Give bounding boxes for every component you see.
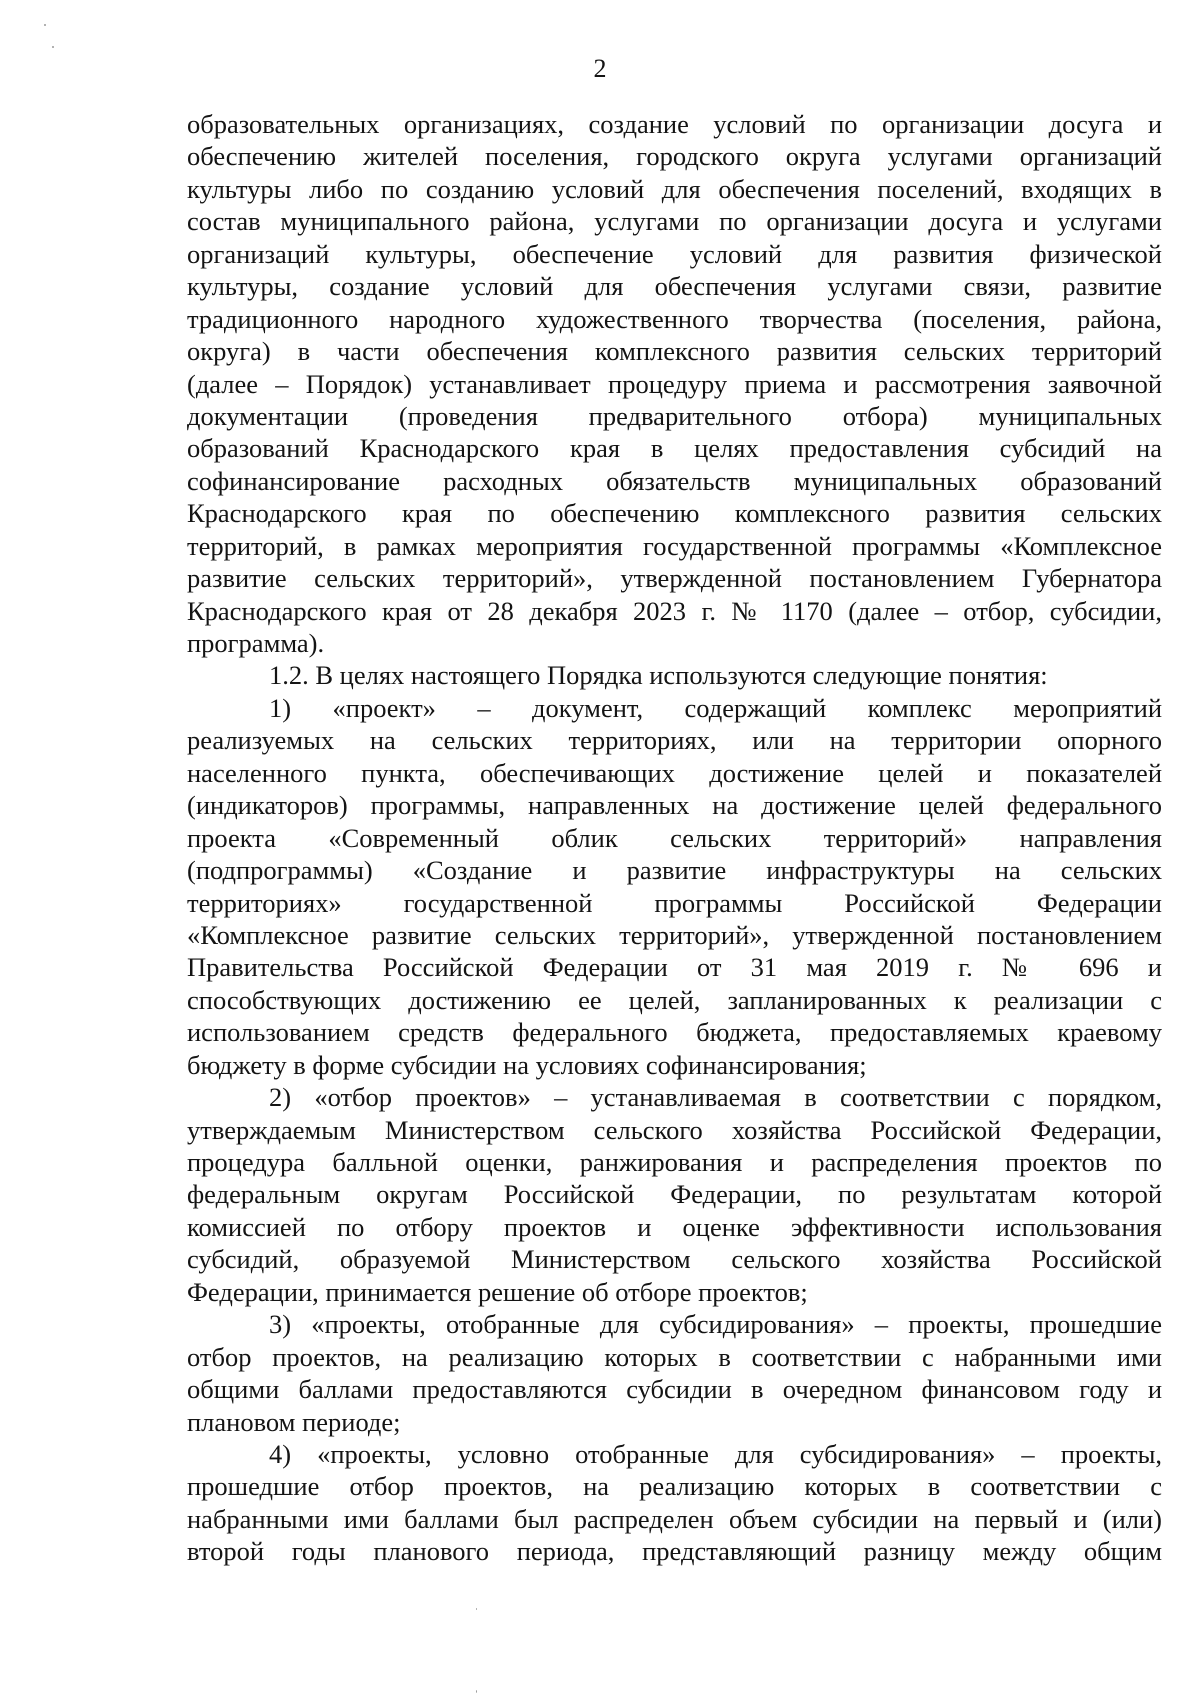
text-line: плановом периоде; bbox=[187, 1406, 401, 1437]
text-line: территорий, в рамках мероприятия государственной программы «Комплексное bbox=[187, 530, 1162, 561]
text-line: Правительства Российской Федерации от 31 мая 2019 г. № 696 и bbox=[187, 952, 1162, 983]
text-line: населенного пункта, обеспечивающих достижение целей и показателей bbox=[187, 757, 1162, 788]
text-line: способствующих достижению ее целей, запланированных к реализации с bbox=[187, 984, 1162, 1015]
scan-speck bbox=[476, 1608, 477, 1610]
page-number: 2 bbox=[593, 54, 607, 83]
text-line: 1) «проект» – документ, содержащий комплекс мероприятий bbox=[269, 692, 1162, 723]
text-line: Федерации, принимается решение об отборе проектов; bbox=[187, 1276, 808, 1307]
text-line: (далее – Порядок) устанавливает процедуру приема и рассмотрения заявочной bbox=[187, 368, 1162, 399]
text-line: общими баллами предоставляются субсидии в очередном финансовом году и bbox=[187, 1374, 1162, 1405]
text-line: культуры либо по созданию условий для обеспечения поселений, входящих в bbox=[187, 173, 1162, 204]
text-line: комиссией по отбору проектов и оценке эффективности использования bbox=[187, 1211, 1162, 1242]
document-body bbox=[187, 108, 1162, 1568]
text-line: софинансирование расходных обязательств муниципальных образований bbox=[187, 465, 1162, 496]
text-line: федеральным округам Российской Федерации, по результатам которой bbox=[187, 1179, 1162, 1210]
text-line: процедура балльной оценки, ранжирования и распределения проектов по bbox=[187, 1147, 1162, 1177]
text-line: 2) «отбор проектов» – устанавливаемая в соответствии с порядком, bbox=[269, 1082, 1162, 1113]
text-line: реализуемых на сельских территориях, или на территории опорного bbox=[187, 725, 1162, 756]
text-line: организаций культуры, обеспечение условий для развития физической bbox=[187, 238, 1162, 269]
text-line: традиционного народного художественного творчества (поселения, района, bbox=[187, 303, 1162, 334]
scan-speck bbox=[476, 1690, 477, 1693]
text-line: документации (проведения предварительного отбора) муниципальных bbox=[187, 400, 1162, 431]
text-line: территориях» государственной программы Российской Федерации bbox=[187, 887, 1162, 918]
text-line: программа). bbox=[187, 628, 325, 658]
scan-speck bbox=[52, 46, 54, 48]
text-line: использованием средств федерального бюджета, предоставляемых краевому bbox=[187, 1017, 1162, 1048]
text-line: отбор проектов, на реализацию которых в соответствии с набранными ими bbox=[187, 1341, 1162, 1372]
text-line: (индикаторов) программы, направленных на достижение целей федерального bbox=[187, 790, 1162, 821]
text-line: прошедшие отбор проектов, на реализацию которых в соответствии с bbox=[187, 1471, 1162, 1502]
text-line: Краснодарского края от 28 декабря 2023 г. № 1170 (далее – отбор, субсидии, bbox=[187, 595, 1162, 626]
text-line: состав муниципального района, услугами по организации досуга и услугами bbox=[187, 206, 1162, 237]
scan-speck bbox=[44, 24, 46, 26]
text-line: округа) в части обеспечения комплексного развития сельских территорий bbox=[187, 336, 1162, 367]
text-line: субсидий, образуемой Министерством сельского хозяйства Российской bbox=[187, 1244, 1162, 1275]
text-line: Краснодарского края по обеспечению комплексного развития сельских bbox=[187, 498, 1162, 529]
text-line: культуры, создание условий для обеспечения услугами связи, развитие bbox=[187, 271, 1162, 302]
text-line: «Комплексное развитие сельских территорий», утвержденной постановлением bbox=[187, 919, 1162, 950]
text-line: (подпрограммы) «Создание и развитие инфраструктуры на сельских bbox=[187, 855, 1162, 886]
text-line: 4) «проекты, условно отобранные для субсидирования» – проекты, bbox=[269, 1438, 1162, 1469]
text-line: набранными ими баллами был распределен объем субсидии на первый и (или) bbox=[187, 1503, 1162, 1534]
text-line: развитие сельских территорий», утвержденной постановлением Губернатора bbox=[187, 563, 1162, 594]
text-line: обеспечению жителей поселения, городского округа услугами организаций bbox=[187, 141, 1162, 172]
text-line: 3) «проекты, отобранные для субсидирования» – проекты, прошедшие bbox=[269, 1309, 1162, 1340]
text-line: образований Краснодарского края в целях предоставления субсидий на bbox=[187, 433, 1162, 464]
text-line: второй годы планового периода, представляющий разницу между общим bbox=[187, 1536, 1162, 1567]
text-line: утверждаемым Министерством сельского хозяйства Российской Федерации, bbox=[187, 1114, 1162, 1145]
text-line: проекта «Современный облик сельских территорий» направления bbox=[187, 822, 1162, 853]
text-line: образовательных организациях, создание условий по организации досуга и bbox=[187, 109, 1162, 139]
text-line: 1.2. В целях настоящего Порядка используются следующие понятия: bbox=[269, 660, 1048, 691]
text-line: бюджету в форме субсидии на условиях софинансирования; bbox=[187, 1049, 867, 1080]
